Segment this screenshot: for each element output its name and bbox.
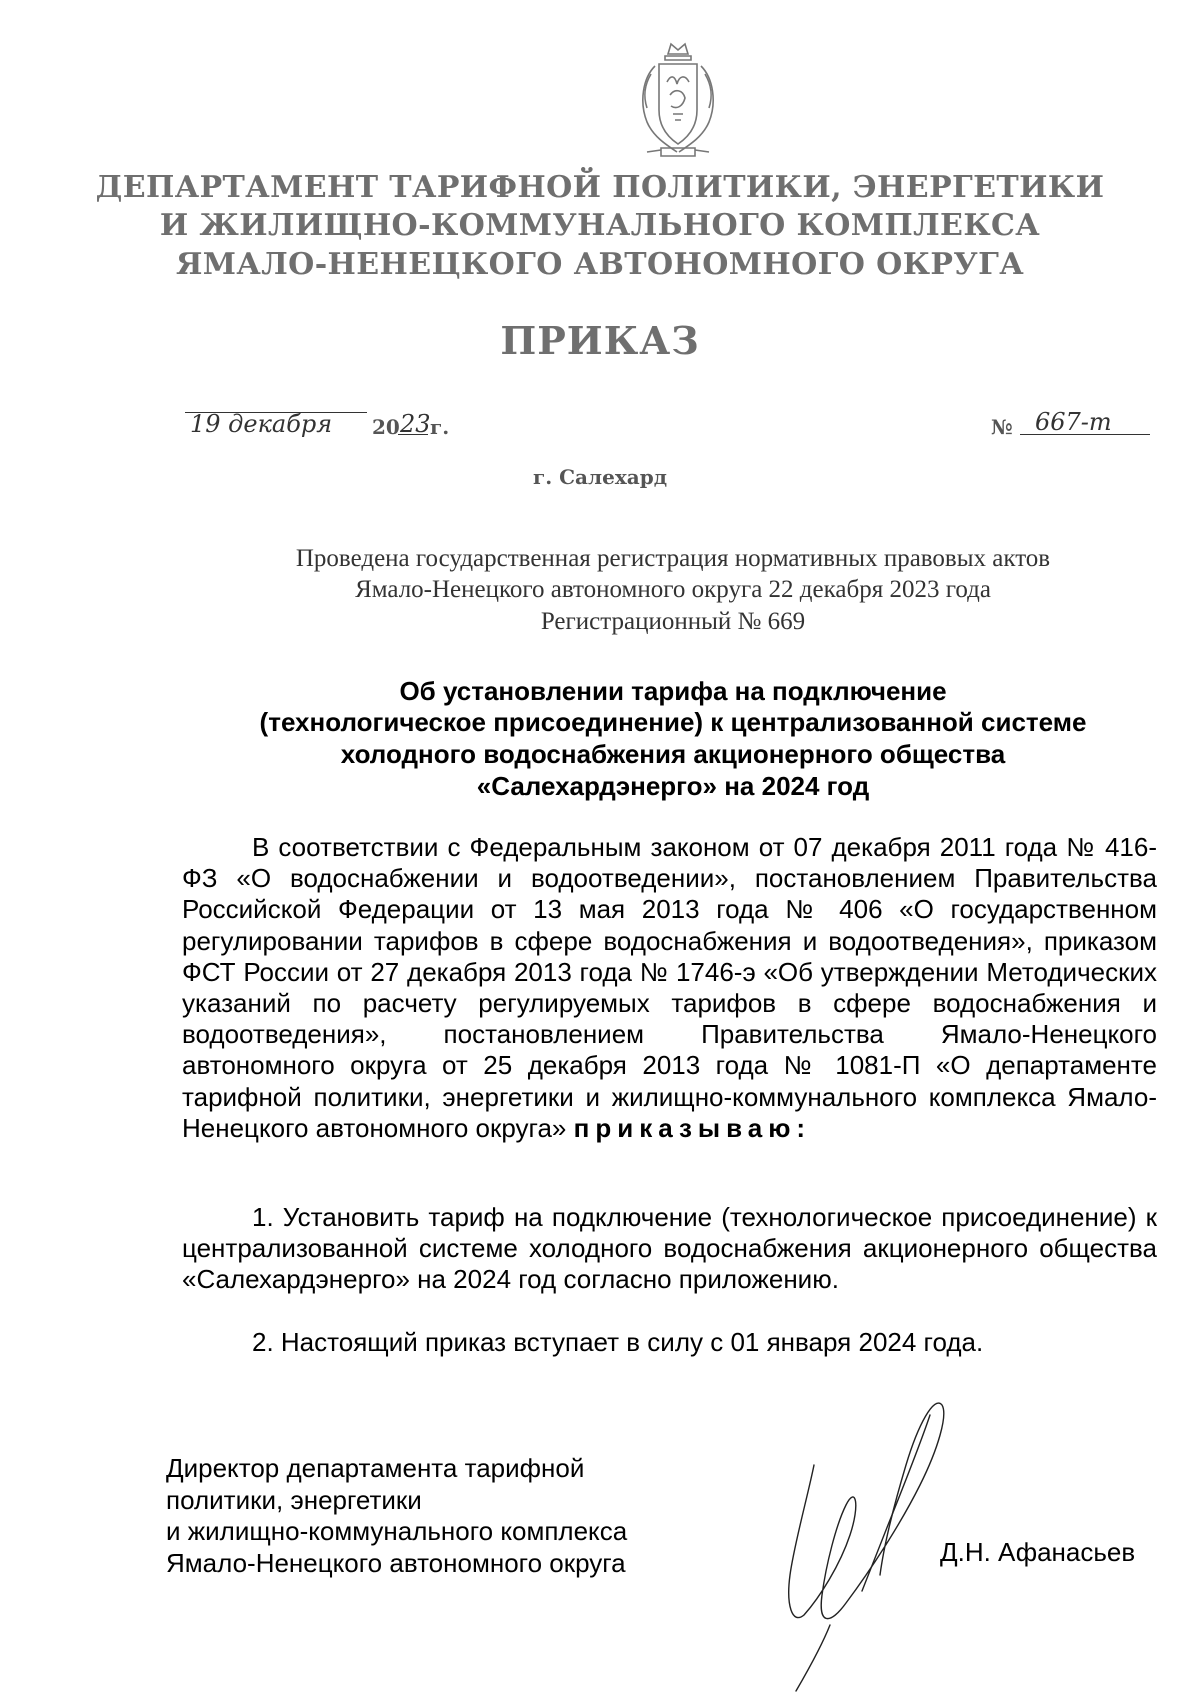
signer-position-line2: политики, энергетики (166, 1484, 422, 1515)
number-label: № (991, 415, 1013, 439)
registration-line2: Ямало-Ненецкого автономного округа 22 декабря 2023 года (355, 576, 991, 603)
order-number: 667-т (1035, 408, 1112, 436)
handwritten-signature (770, 1375, 990, 1695)
date-year-suffix: 23 (400, 410, 431, 438)
date-year-unit: г. (430, 415, 450, 439)
preamble-text: В соответствии с Федеральным законом от 07 декабря 2011 года № 416-ФЗ «О водоснабжении и водоотведении», постановлением Правительства Российской Федерации от 13 мая 2013 года № 406 «О государственном регулировании тарифов в сфере водоснабжения и водоотведения», приказом ФСТ России от 27 декабря 2013 года № 1746-э «Об утверждении Методических указаний по расчету регулируемых тарифов в сфере водоснабжения и водоотведения», постановлением Правительства Ямало-Ненецкого автономного округа от 25 декабря 2013 года № 1081-П «О департаменте тарифной политики, энергетики и жилищно-коммунального комплекса Ямало-Ненецкого автономного округа» (182, 832, 1157, 1143)
registration-line3: Регистрационный № 669 (540, 608, 806, 635)
department-name-line2: И ЖИЛИЩНО-КОММУНАЛЬНОГО КОМПЛЕКСА (159, 208, 1041, 243)
coat-of-arms-icon (625, 40, 731, 164)
document-type: ПРИКАЗ (500, 318, 700, 363)
year-underline (398, 434, 428, 435)
date-year-prefix: 20 (372, 415, 400, 439)
registration-line1: Проведена государственная регистрация нормативных правовых актов (295, 545, 1051, 572)
title-line1: Об установлении тарифа на подключение (399, 676, 947, 706)
city: г. Салехард (532, 465, 668, 489)
preamble-paragraph (182, 832, 1157, 1144)
signer-position-line3: и жилищно-коммунального комплекса (166, 1516, 628, 1546)
department-name-line1: ДЕПАРТАМЕНТ ТАРИФНОЙ ПОЛИТИКИ, ЭНЕРГЕТИКИ (95, 170, 1105, 205)
title-line3: холодного водоснабжения акционерного общества (340, 739, 1006, 769)
order-item-1: 1. Установить тариф на подключение (технологическое присоединение) к централизованной системе холодного водоснабжения акционерного общества «Салехардэнерго» на 2024 год согласно приложению. (182, 1202, 1157, 1295)
order-word: приказываю: (573, 1112, 812, 1143)
date-day-month: 19 декабря (190, 410, 333, 438)
signer-name: Д.Н. Афанасьев (940, 1537, 1136, 1567)
title-line2: (технологическое присоединение) к централизованной системе (259, 707, 1087, 737)
department-name-line3: ЯМАЛО-НЕНЕЦКОГО АВТОНОМНОГО ОКРУГА (175, 247, 1025, 282)
title-line4: «Салехардэнерго» на 2024 год (476, 771, 870, 801)
signer-position-line1: Директор департамента тарифной (166, 1453, 585, 1483)
signer-position (166, 1453, 627, 1579)
order-item-2: 2. Настоящий приказ вступает в силу с 01 января 2024 года. (252, 1327, 984, 1357)
signer-position-line4: Ямало-Ненецкого автономного округа (166, 1547, 626, 1578)
